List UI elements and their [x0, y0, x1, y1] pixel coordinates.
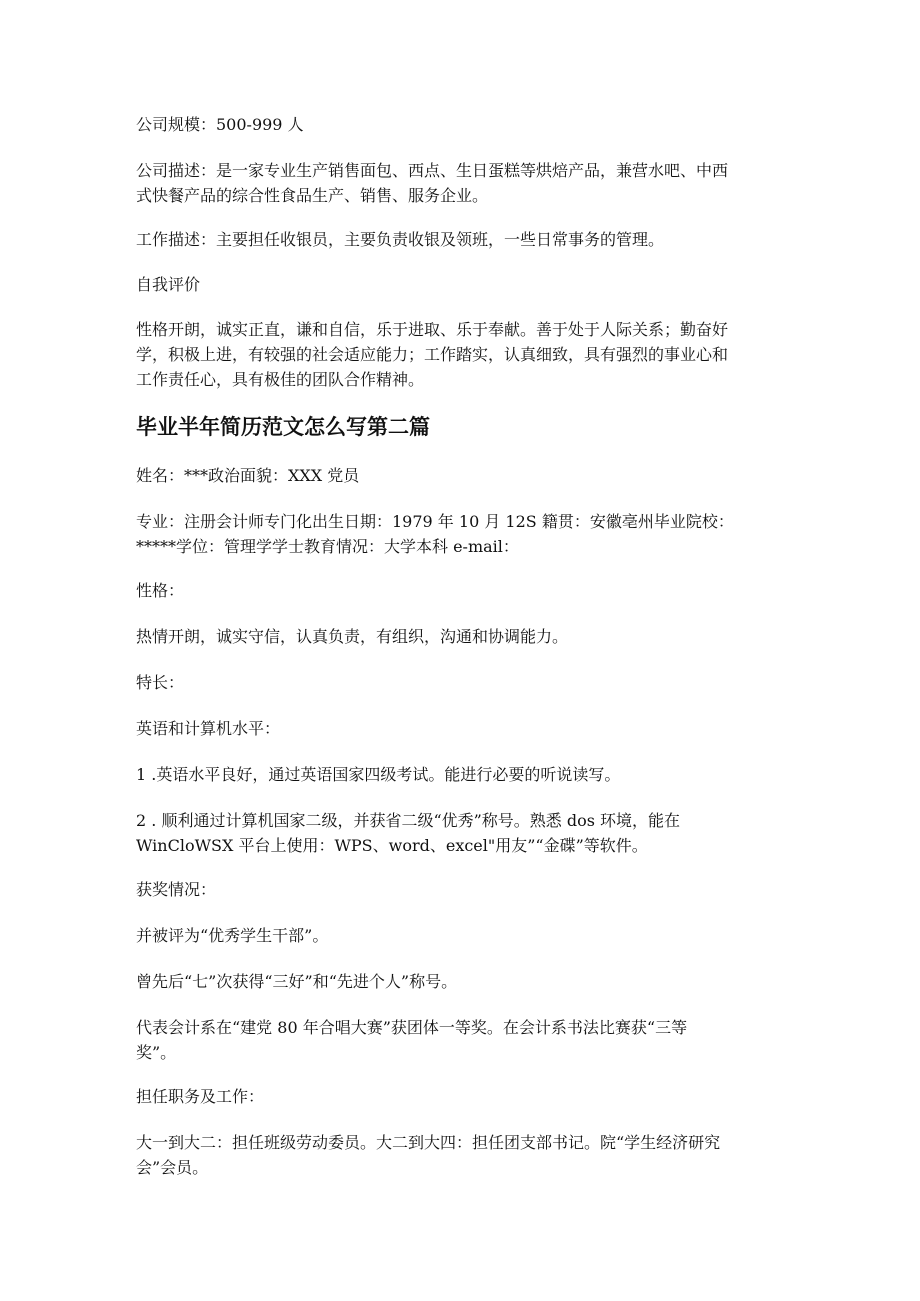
award-item: 曾先后“七”次获得“三好”和“先进个人”称号。 — [136, 972, 458, 991]
self-evaluation-title: 自我评价 — [136, 275, 201, 294]
list-item-english: 1 .英语水平良好，通过英语国家四级考试。能进行必要的听说读写。 — [136, 765, 621, 784]
major-info: 专业：注册会计师专门化出生日期：1979 年 10 月 12S 籍贯：安徽亳州毕业院校： *****学位：管理学学士教育情况：大学本科 e-mail： — [136, 512, 734, 556]
personality-title: 性格： — [136, 581, 185, 600]
self-evaluation-text: 性格开朗，诚实正直，谦和自信，乐于进取、乐于奉献。善于处于人际关系；勤奋好 学，积极上进，有较强的社会适应能力；工作踏实，认真细致，具有强烈的事业心和 工作责任心，具有极佳的团队合作精神。 — [136, 320, 729, 389]
section-heading: 毕业半年简历范文怎么写第二篇 — [136, 415, 430, 439]
award-item: 代表会计系在“建党 80 年合唱大赛”获团体一等奖。在会计系书法比赛获“三等 奖”。 — [136, 1018, 688, 1062]
positions-title: 担任职务及工作： — [136, 1087, 265, 1106]
company-description: 公司描述：是一家专业生产销售面包、西点、生日蛋糕等烘焙产品，兼营水吧、中西 式快餐产品的综合性食品生产、销售、服务企业。 — [136, 161, 729, 205]
award-item: 并被评为“优秀学生干部”。 — [136, 926, 329, 945]
specialty-title: 特长： — [136, 673, 185, 692]
job-description: 工作描述：主要担任收银员，主要负责收银及领班，一些日常事务的管理。 — [136, 230, 665, 249]
company-size: 公司规模：500-999 人 — [136, 115, 304, 134]
list-item-computer: 2 . 顺利通过计算机国家二级，并获省二级“优秀”称号。熟悉 dos 环境，能在 WinCloWSX 平台上使用：WPS、word、excel"用友”“金碟”等软件。 — [136, 811, 681, 855]
positions-text: 大一到大二：担任班级劳动委员。大二到大四：担任团支部书记。院“学生经济研究 会”会员。 — [136, 1133, 721, 1177]
awards-title: 获奖情况： — [136, 880, 217, 899]
english-computer-title: 英语和计算机水平： — [136, 719, 281, 738]
personality-text: 热情开朗，诚实守信，认真负责，有组织，沟通和协调能力。 — [136, 627, 569, 646]
name-line: 姓名：***政治面貌：XXX 党员 — [136, 466, 360, 485]
